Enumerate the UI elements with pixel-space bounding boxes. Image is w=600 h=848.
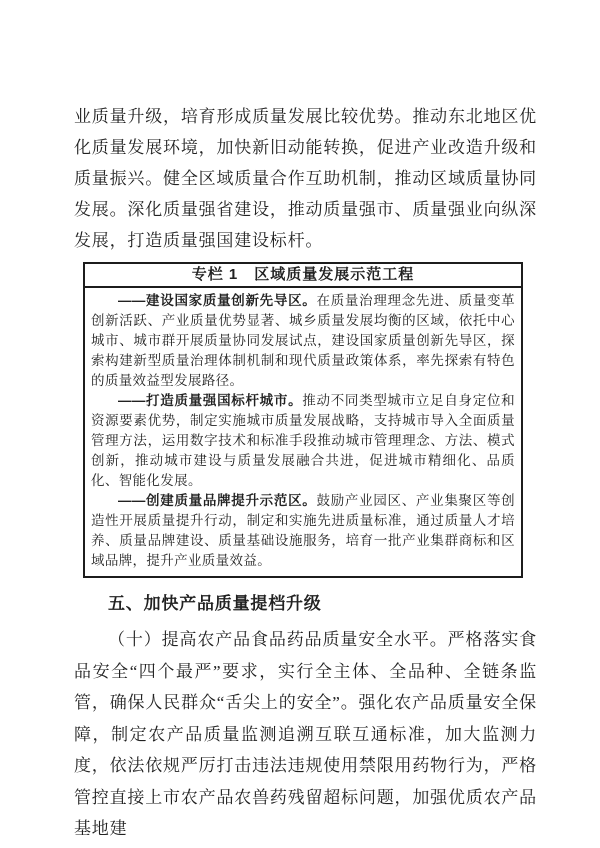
callout-paragraph xyxy=(91,391,515,491)
callout-paragraph xyxy=(91,291,515,391)
section-heading: 五、加快产品质量提档升级 xyxy=(108,594,322,613)
body-paragraph-item-ten: （十）提高农产品食品药品质量安全水平。严格落实食品安全“四个最严”要求，实行全主体、全品种、全链条监管，确保人民群众“舌尖上的安全”。强化农产品质量安全保障，制定农产品质量监测追溯互联互通标准，加大监测力度，依法依规严厉打击违法违规使用禁限用药物行为，严格管控直接上市农产品农兽药残留超标问题，加强优质农产品基地建 xyxy=(74,630,537,838)
callout-paragraph-text: 推动不同类型城市立足自身定位和资源要素优势，制定实施城市质量发展战略，支持城市导入全面质量管理方法，运用数字技术和标准手段推动城市管理理念、方法、模式创新，推动城市建设与质量发展融合共进，促进城市精细化、品质化、智能化发展。 xyxy=(91,393,515,488)
callout-box-title: 专栏 1 区域质量发展示范工程 xyxy=(85,264,521,288)
callout-paragraph-lead: ——建设国家质量创新先导区。 xyxy=(118,293,317,308)
callout-paragraph-text: 在质量治理理念先进、质量变革创新活跃、产业质量优势显著、城乡质量发展均衡的区域，依托中心城市、城市群开展质量协同发展试点，建设国家质量创新先导区，探索构建新型质量治理体制机制和现代质量政策体系，率先探索有特色的质量效益型发展路径。 xyxy=(91,293,515,388)
body-paragraph-continuation: 业质量升级，培育形成质量发展比较优势。推动东北地区优化质量发展环境，加快新旧动能转换，促进产业改造升级和质量振兴。健全区域质量合作互助机制，推动区域质量协同发展。深化质量强省建设，推动质量强市、质量强业向纵深发展，打造质量强国建设标杆。 xyxy=(74,107,537,250)
callout-box-body xyxy=(85,288,521,576)
callout-paragraph-text: 鼓励产业园区、产业集聚区等创造性开展质量提升行动，制定和实施先进质量标准，通过质量人才培养、质量品牌建设、质量基础设施服务，培育一批产业集群商标和区域品牌，提升产业质量效益。 xyxy=(91,493,515,568)
callout-box-zhuanlan-1 xyxy=(83,262,523,578)
callout-paragraph xyxy=(91,491,515,571)
callout-paragraph-lead: ——打造质量强国标杆城市。 xyxy=(118,393,303,408)
callout-paragraph-lead: ——创建质量品牌提升示范区。 xyxy=(118,493,317,508)
